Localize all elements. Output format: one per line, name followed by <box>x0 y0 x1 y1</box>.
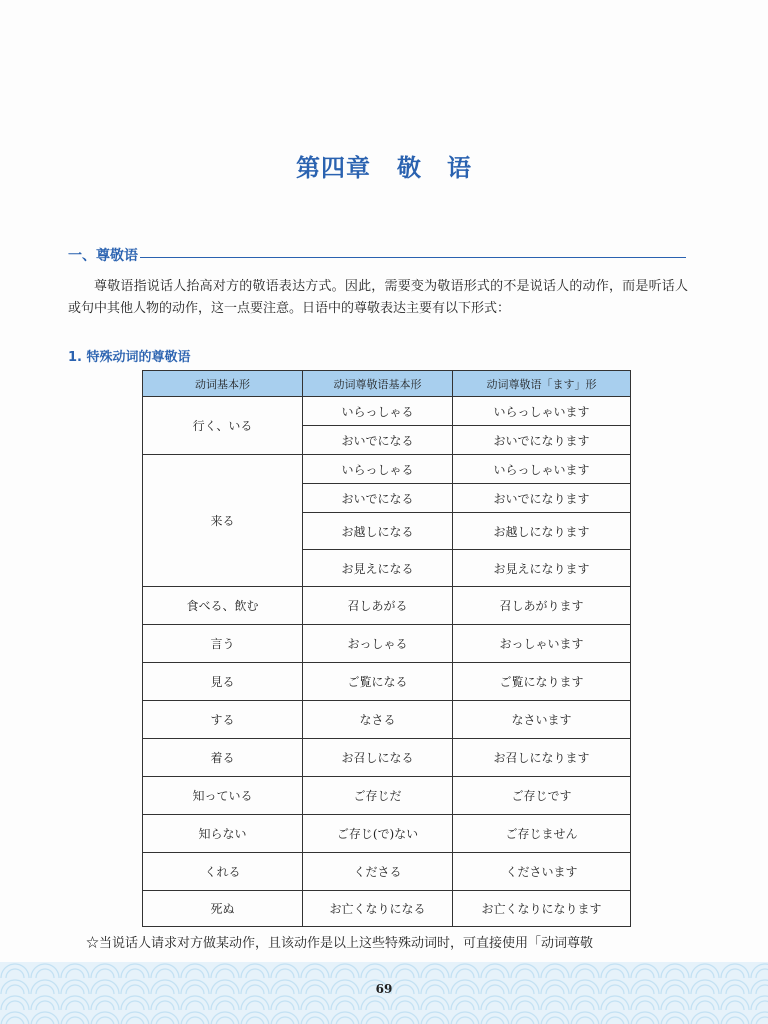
section-heading-label: 一、尊敬语 <box>68 248 138 264</box>
table-row <box>143 777 631 815</box>
chapter-name: 敬 语 <box>397 154 472 182</box>
honorific-verb-table <box>142 370 631 927</box>
cell-masu-form: ご存じです <box>453 777 631 815</box>
table-row <box>143 853 631 891</box>
table-row <box>143 891 631 927</box>
header-base-form: 动词基本形 <box>143 371 303 397</box>
note-text: ☆当说话人请求对方做某动作，且该动作是以上这些特殊动词时，可直接使用「动词尊敬 <box>86 936 594 951</box>
cell-honorific-form: ご存じ(で)ない <box>303 815 453 853</box>
section-heading-rule <box>140 257 686 258</box>
cell-base-form: 行く、いる <box>143 397 303 455</box>
table-row <box>143 663 631 701</box>
cell-honorific-form: お越しになる <box>303 513 453 550</box>
cell-base-form: 死ぬ <box>143 891 303 927</box>
section-heading <box>68 245 686 265</box>
cell-masu-form: なさいます <box>453 701 631 739</box>
cell-honorific-form: おいでになる <box>303 484 453 513</box>
cell-masu-form: ご存じません <box>453 815 631 853</box>
cell-masu-form: 召しあがります <box>453 587 631 625</box>
table-row <box>143 455 631 484</box>
cell-honorific-form: お召しになる <box>303 739 453 777</box>
header-masu-form: 动词尊敬语「ます」形 <box>453 371 631 397</box>
cell-base-form: 来る <box>143 455 303 587</box>
cell-masu-form: お見えになります <box>453 550 631 587</box>
cell-masu-form: おいでになります <box>453 484 631 513</box>
page-number: 69 <box>375 982 393 996</box>
cell-honorific-form: お亡くなりになる <box>303 891 453 927</box>
cell-masu-form: いらっしゃいます <box>453 455 631 484</box>
table-row <box>143 739 631 777</box>
table-header-row <box>143 371 631 397</box>
cell-honorific-form: 召しあがる <box>303 587 453 625</box>
cell-honorific-form: いらっしゃる <box>303 455 453 484</box>
cell-masu-form: くださいます <box>453 853 631 891</box>
table-row <box>143 587 631 625</box>
cell-masu-form: おいでになります <box>453 426 631 455</box>
cell-base-form: 見る <box>143 663 303 701</box>
cell-honorific-form: ご覧になる <box>303 663 453 701</box>
table-row <box>143 701 631 739</box>
header-honorific-form: 动词尊敬语基本形 <box>303 371 453 397</box>
table-row <box>143 815 631 853</box>
cell-base-form: 知らない <box>143 815 303 853</box>
cell-honorific-form: なさる <box>303 701 453 739</box>
cell-base-form: 着る <box>143 739 303 777</box>
cell-base-form: する <box>143 701 303 739</box>
cell-masu-form: お亡くなりになります <box>453 891 631 927</box>
cell-masu-form: お召しになります <box>453 739 631 777</box>
cell-masu-form: ご覧になります <box>453 663 631 701</box>
cell-honorific-form: おっしゃる <box>303 625 453 663</box>
chapter-title <box>0 148 768 183</box>
subsection-heading: 1. 特殊动词的尊敬语 <box>68 350 191 365</box>
cell-base-form: 知っている <box>143 777 303 815</box>
cell-honorific-form: おいでになる <box>303 426 453 455</box>
cell-base-form: くれる <box>143 853 303 891</box>
cell-honorific-form: ご存じだ <box>303 777 453 815</box>
intro-paragraph: 尊敬语指说话人抬高对方的敬语表达方式。因此，需要变为敬语形式的不是说话人的动作，而是听话人或句中其他人物的动作，这一点要注意。日语中的尊敬表达主要有以下形式： <box>68 279 688 316</box>
chapter-number: 第四章 <box>296 154 371 182</box>
cell-honorific-form: くださる <box>303 853 453 891</box>
table-row <box>143 625 631 663</box>
cell-masu-form: おっしゃいます <box>453 625 631 663</box>
cell-honorific-form: いらっしゃる <box>303 397 453 426</box>
cell-base-form: 食べる、飲む <box>143 587 303 625</box>
cell-honorific-form: お見えになる <box>303 550 453 587</box>
cell-base-form: 言う <box>143 625 303 663</box>
cell-masu-form: お越しになります <box>453 513 631 550</box>
cell-masu-form: いらっしゃいます <box>453 397 631 426</box>
table-row <box>143 397 631 426</box>
